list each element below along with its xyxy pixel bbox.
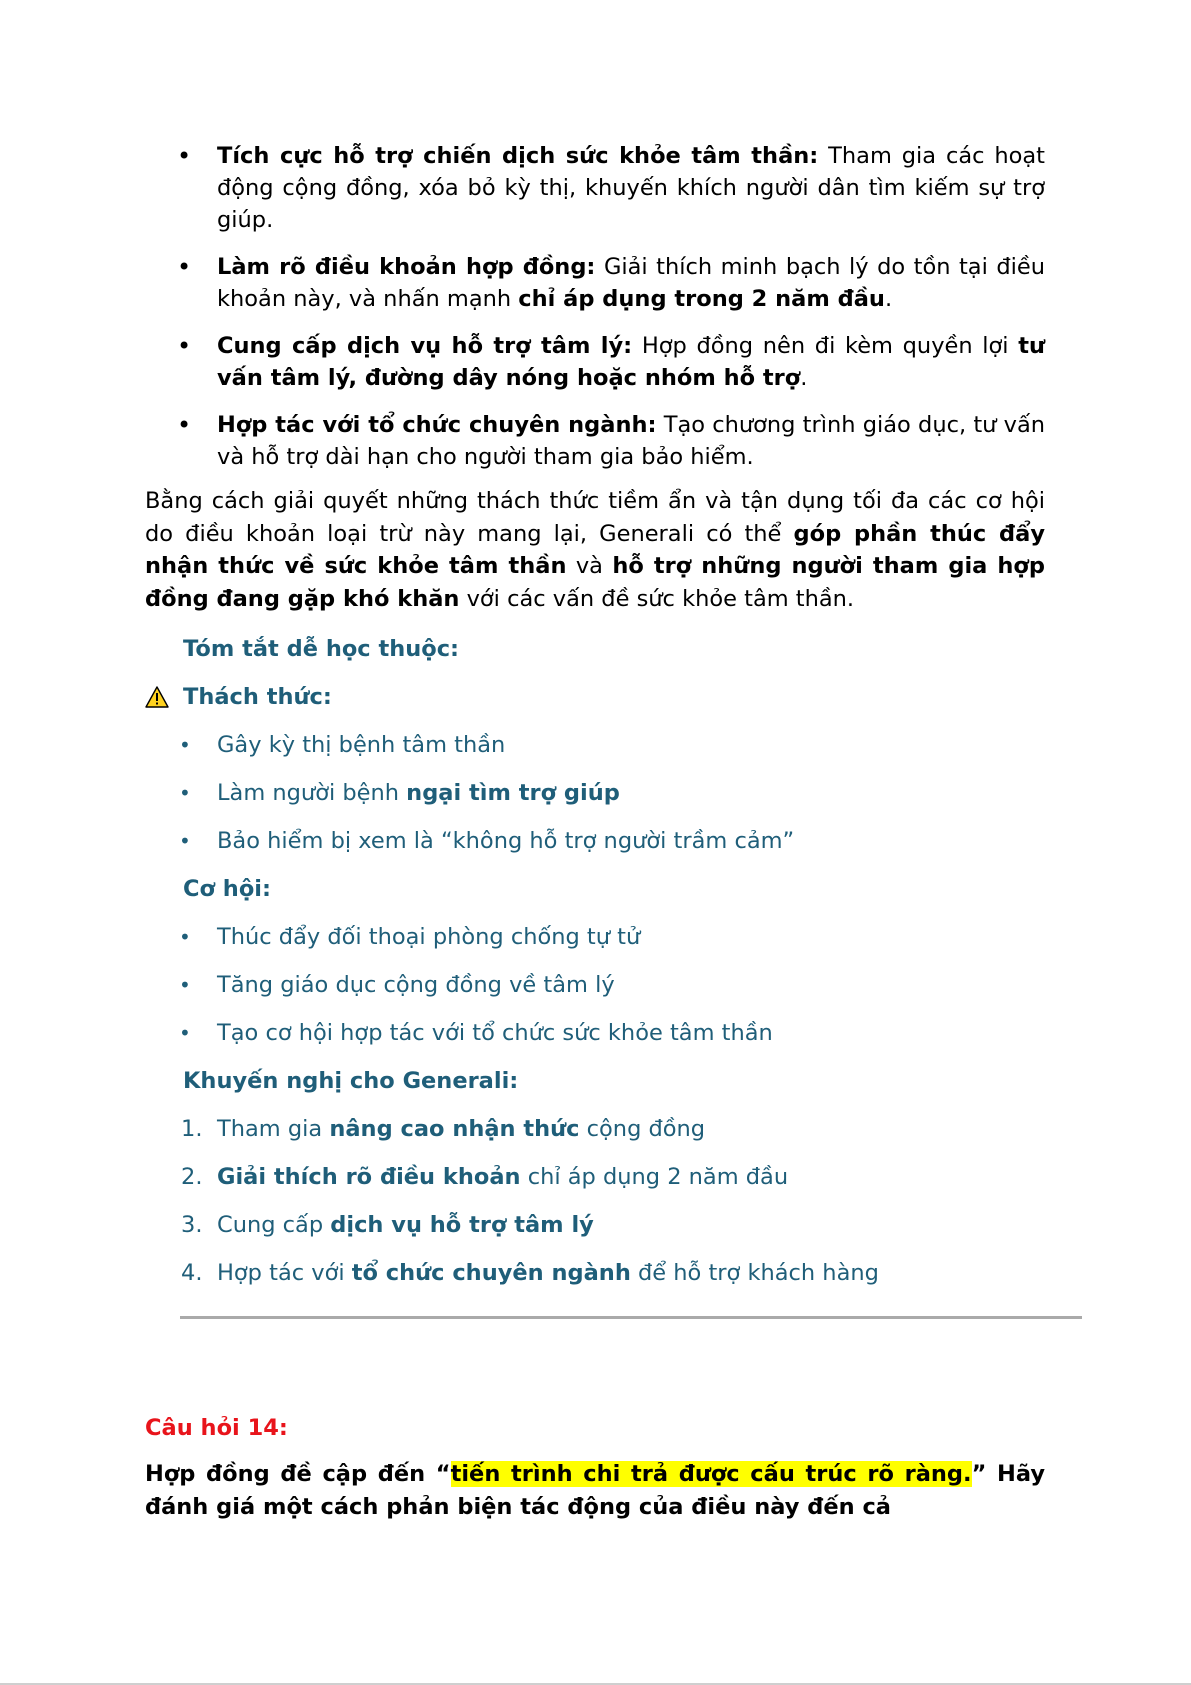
recommendations-list [145, 1113, 1045, 1289]
challenges-list [145, 729, 1045, 857]
conclusion-paragraph: Bằng cách giải quyết những thách thức tiềm ẩn và tận dụng tối đa các cơ hội do điều khoản loại trừ này mang lại, Generali có thể góp phần thúc đẩy nhận thức về sức khỏe tâm thần và hỗ trợ những người tham gia hợp đồng đang gặp khó khăn với các vấn đề sức khỏe tâm thần. [145, 488, 1045, 612]
horizontal-divider [180, 1316, 1082, 1319]
list-item: • Tạo cơ hội hợp tác với tổ chức sức khỏe tâm thần [145, 1017, 1045, 1049]
list-item: • Làm người bệnh ngại tìm trợ giúp [145, 777, 1045, 809]
warning-icon [145, 686, 169, 708]
list-item: 3. Cung cấp dịch vụ hỗ trợ tâm lý [181, 1212, 594, 1238]
list-item: 2. Giải thích rõ điều khoản chỉ áp dụng 2 năm đầu [181, 1164, 789, 1190]
list-item: 1. Tham gia nâng cao nhận thức cộng đồng [181, 1116, 706, 1142]
recommendations-heading: Khuyến nghị cho Generali: [183, 1068, 519, 1094]
question-body: Hợp đồng đề cập đến “tiến trình chi trả được cấu trúc rõ ràng.” Hãy đánh giá một cách phản biện tác động của điều này đến cả [145, 1461, 1046, 1520]
list-item: • Tích cực hỗ trợ chiến dịch sức khỏe tâm thần: Tham gia các hoạt động cộng đồng, xóa bỏ kỳ thị, khuyến khích người dân tìm kiếm sự trợ giúp. [145, 140, 1045, 236]
document-page [145, 140, 1045, 1305]
list-item: • Hợp tác với tổ chức chuyên ngành: Tạo chương trình giáo dục, tư vấn và hỗ trợ dài hạn cho người tham gia bảo hiểm. [145, 409, 1045, 473]
highlighted-text: tiến trình chi trả được cấu trúc rõ ràng. [450, 1461, 972, 1487]
question-title: Câu hỏi 14: [145, 1415, 288, 1441]
list-item: • Làm rõ điều khoản hợp đồng: Giải thích minh bạch lý do tồn tại điều khoản này, và nhấn mạnh chỉ áp dụng trong 2 năm đầu. [145, 251, 1045, 315]
list-item: • Bảo hiểm bị xem là “không hỗ trợ người trầm cảm” [145, 825, 1045, 857]
list-item: 4. Hợp tác với tổ chức chuyên ngành để hỗ trợ khách hàng [181, 1260, 879, 1286]
list-item: • Tăng giáo dục cộng đồng về tâm lý [145, 969, 1045, 1001]
recommendation-bullets [145, 140, 1045, 473]
opportunities-heading: Cơ hội: [183, 876, 271, 902]
list-item: • Gây kỳ thị bệnh tâm thần [145, 729, 1045, 761]
summary-heading: Tóm tắt dễ học thuộc: [183, 636, 460, 662]
opportunities-list [145, 921, 1045, 1049]
challenges-heading: Thách thức: [145, 681, 1045, 713]
list-item: • Thúc đẩy đối thoại phòng chống tự tử [145, 921, 1045, 953]
list-item: • Cung cấp dịch vụ hỗ trợ tâm lý: Hợp đồng nên đi kèm quyền lợi tư vấn tâm lý, đường dây nóng hoặc nhóm hỗ trợ. [145, 330, 1045, 394]
